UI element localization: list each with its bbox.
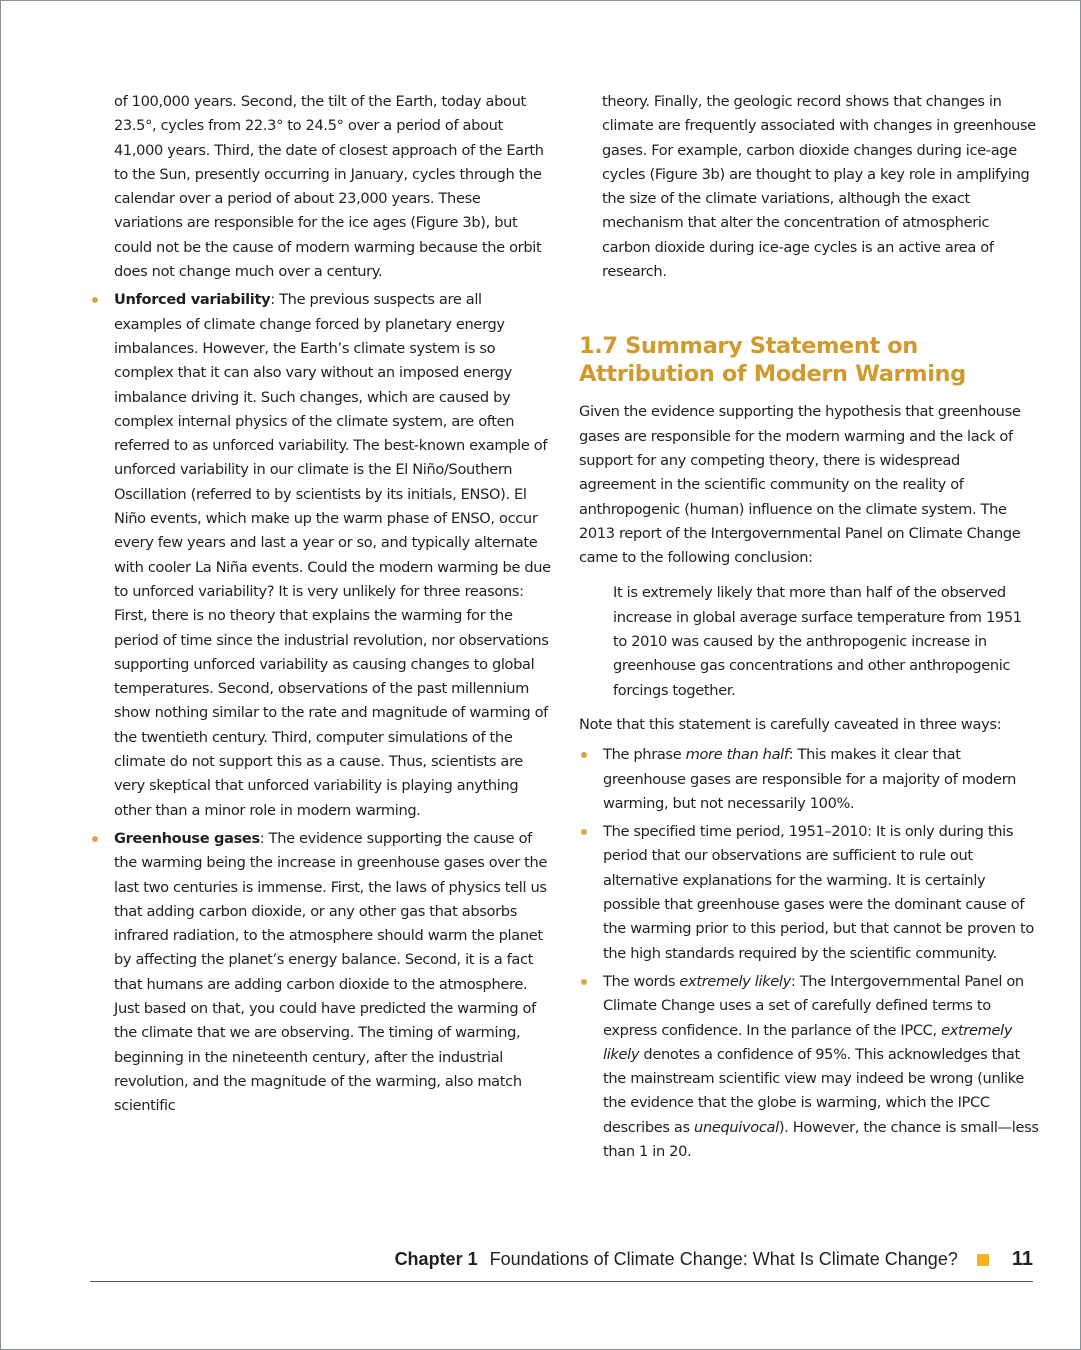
caveat-prefix: The words	[603, 972, 680, 990]
caveat-italic: extremely likely	[603, 1021, 1013, 1063]
running-footer	[90, 1245, 1033, 1282]
section-heading: 1.7 Summary Statement on Attribution of Modern Warming	[579, 333, 966, 388]
list-item-caveat	[579, 970, 1039, 1164]
bullet-icon	[92, 836, 98, 842]
left-column	[90, 90, 552, 1122]
square-separator-icon	[977, 1254, 989, 1266]
bullet-icon	[581, 979, 587, 985]
item-text: : The evidence supporting the cause of the warming being the increase in greenhouse gases over the last two centuries is immense. First, the laws of physics tell us that adding carbon dioxide, or any other gas that absorbs infrared radiation, to the atmosphere should warm the planet by affecting the planet’s energy balance. Second, it is a fact that humans are adding carbon dioxide to the atmosphere. Just based on that, you could have predicted the warming of the climate that we are observing. The timing of warming, beginning in the nineteenth century, after the industrial revolution, and the magnitude of the warming, also match scientific	[114, 829, 548, 1115]
caveat-text: : The Intergovernmental Panel on Climate Change uses a set of carefully defined terms to express confidence. In the parlance of the IPCC,	[603, 972, 1024, 1039]
caveat-text: : This makes it clear that greenhouse gases are responsible for a majority of modern warming, but not necessarily 100%.	[603, 746, 1016, 812]
caveat-italic: unequivocal	[694, 1118, 779, 1136]
list-item-unforced-variability	[90, 288, 552, 823]
intro-paragraph: of 100,000 years. Second, the tilt of the Earth, today about 23.5°, cycles from 22.3° to 24.5° over a period of about 41,000 years. Third, the date of closest approach of the Earth to the Sun, presently occurring in January, cycles through the calendar over a period of about 23,000 years. These variations are responsible for the ice ages (Figure 3b), but could not be the cause of modern warming because the orbit does not change much over a century.	[114, 93, 544, 281]
bullet-icon	[581, 752, 587, 758]
note-paragraph: Note that this statement is carefully caveated in three ways:	[579, 715, 1002, 733]
bullet-icon	[581, 829, 587, 835]
term-label: Greenhouse gases	[114, 829, 260, 847]
continuation-paragraph: theory. Finally, the geologic record shows that changes in climate are frequently associated with changes in greenhouse gases. For example, carbon dioxide changes during ice-age cycles (Figure 3b) are thought to play a key role in amplifying the size of the climate variations, although the exact mechanism that alter the concentration of atmospheric carbon dioxide during ice-age cycles is an active area of research.	[602, 93, 1036, 281]
page-number: 11	[1011, 1248, 1033, 1270]
bullet-icon	[92, 297, 98, 303]
list-item-caveat	[579, 820, 1039, 966]
caveat-text: : It is only during this period that our observations are sufficient to rule out alternative explanations for the warming. It is certainly possible that greenhouse gases were the dominant cause of the warming prior to this period, but that cannot be proven to the high standards required by the scientific community.	[603, 823, 1034, 962]
right-column	[579, 90, 1039, 1168]
cause-list	[90, 288, 552, 1118]
body-paragraph: Given the evidence supporting the hypothesis that greenhouse gases are responsible for the modern warming and the lack of support for any competing theory, there is widespread agreement in the scientific community on the reality of anthropogenic (human) influence on the climate system. The 2013 report of the Intergovernmental Panel on Climate Change came to the following conclusion:	[579, 403, 1021, 567]
caveat-prefix: The phrase	[603, 746, 686, 764]
list-item-caveat	[579, 743, 1039, 816]
caveat-prefix: The specified time period, 1951–2010	[603, 823, 868, 841]
chapter-label: Chapter 1	[394, 1249, 478, 1269]
caveat-list	[579, 743, 1039, 1164]
caveat-italic: more than half	[685, 746, 789, 764]
caveat-italic: extremely likely	[679, 972, 791, 990]
caveat-text: ). However, the chance is small—less than 1 in 20.	[603, 1118, 1039, 1160]
list-item-greenhouse-gases	[90, 827, 552, 1119]
block-quote: It is extremely likely that more than half of the observed increase in global average surface temperature from 1951 to 2010 was caused by the anthropogenic increase in greenhouse gas concentrations and other anthropogenic forcings together.	[613, 584, 1022, 699]
chapter-title: Foundations of Climate Change: What Is Climate Change?	[489, 1249, 958, 1269]
caveat-text: denotes a confidence of 95%. This acknowledges that the mainstream scientific view may indeed be wrong (unlike the evidence that the globe is warming, which the IPCC describes as	[603, 1045, 1024, 1136]
item-text: : The previous suspects are all examples of climate change forced by planetary energy imbalances. However, the Earth’s climate system is so complex that it can also vary without an imposed energy imbalance driving it. Such changes, which are caused by complex internal physics of the climate system, are often referred to as unforced variability. The best-known example of unforced variability in our climate is the El Niño/Southern Oscillation (referred to by scientists by its initials, ENSO). El Niño events, which make up the warm phase of ENSO, occur every few years and last a year or so, and typically alternate with cooler La Niña events. Could the modern warming be due to unforced variability? It is very unlikely for three reasons: First, there is no theory that explains the warming for the period of time since the industrial revolution, nor observations supporting unforced variability as causing changes to global temperatures. Second, observations of the past millennium show nothing similar to the rate and magnitude of warming of the twentieth century. Third, computer simulations of the climate do not support this as a cause. Thus, scientists are very skeptical that unforced variability is playing anything other than a minor role in modern warming.	[114, 291, 551, 819]
term-label: Unforced variability	[114, 291, 271, 309]
